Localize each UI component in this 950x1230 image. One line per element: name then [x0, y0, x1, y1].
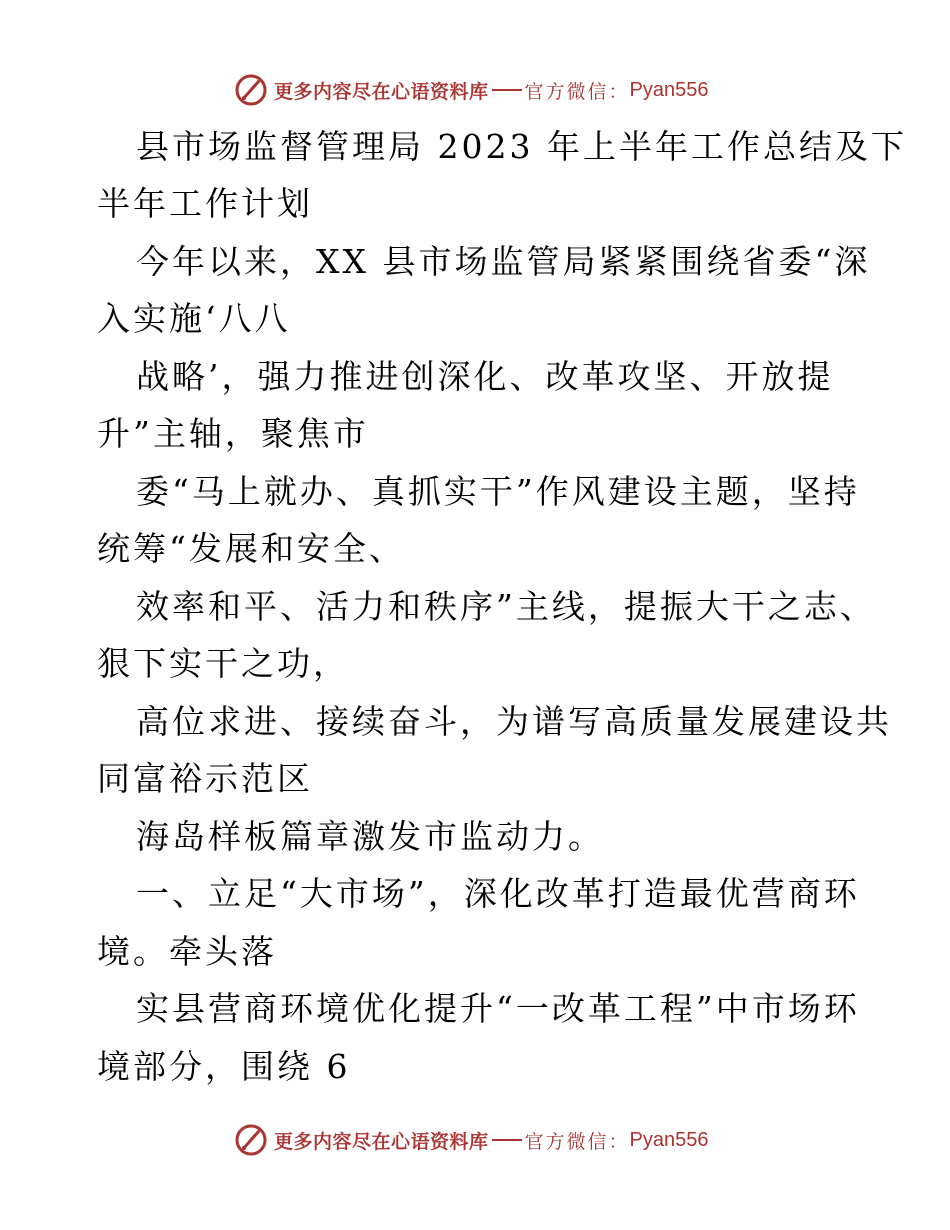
doc-line-12: 同富裕示范区 — [97, 759, 313, 798]
watermark-wechat-id: Pyan556 — [629, 1128, 709, 1151]
doc-line-5: 战略’，强力推进创深化、改革攻坚、开放提 — [136, 357, 834, 396]
doc-line-4: 入实施‘八八 — [97, 299, 291, 338]
watermark-dash — [492, 89, 522, 91]
doc-line-17: 境部分，围绕 6 — [97, 1047, 351, 1086]
doc-line-11: 高位求进、接续奋斗，为谱写高质量发展建设共 — [136, 702, 892, 741]
doc-line-1: 县市场监督管理局 2023 年上半年工作总结及下 — [136, 127, 907, 166]
doc-line-2: 半年工作计划 — [97, 184, 313, 223]
watermark-official-label: 官方微信： — [524, 80, 630, 103]
watermark-banner-top — [234, 72, 709, 108]
watermark-dash — [492, 1139, 522, 1141]
doc-line-3: 今年以来，XX 县市场监管局紧紧围绕省委“深 — [136, 242, 871, 281]
watermark-wechat-id: Pyan556 — [629, 78, 709, 101]
quill-logo-icon — [234, 1123, 268, 1157]
doc-line-14: 一、立足“大市场”，深化改革打造最优营商环 — [136, 874, 860, 913]
doc-line-13: 海岛样板篇章激发市监动力。 — [136, 817, 604, 856]
doc-line-8: 统筹“发展和安全、 — [97, 529, 405, 568]
doc-line-7: 委“马上就办、真抓实干”作风建设主题，坚持 — [136, 472, 860, 511]
doc-line-9: 效率和平、活力和秩序”主线，提振大干之志、 — [136, 587, 876, 626]
doc-line-10: 狠下实干之功， — [97, 644, 349, 683]
watermark-brand-text: 更多内容尽在心语资料库 — [274, 1130, 489, 1153]
doc-line-16: 实县营商环境优化提升“一改革工程”中市场环 — [136, 989, 860, 1028]
doc-line-6: 升”主轴，聚焦市 — [97, 414, 369, 453]
quill-logo-icon — [234, 73, 268, 107]
doc-line-15: 境。牵头落 — [97, 932, 277, 971]
watermark-brand-text: 更多内容尽在心语资料库 — [274, 80, 489, 103]
watermark-official-label: 官方微信： — [524, 1130, 630, 1153]
watermark-banner-bottom — [234, 1122, 709, 1158]
